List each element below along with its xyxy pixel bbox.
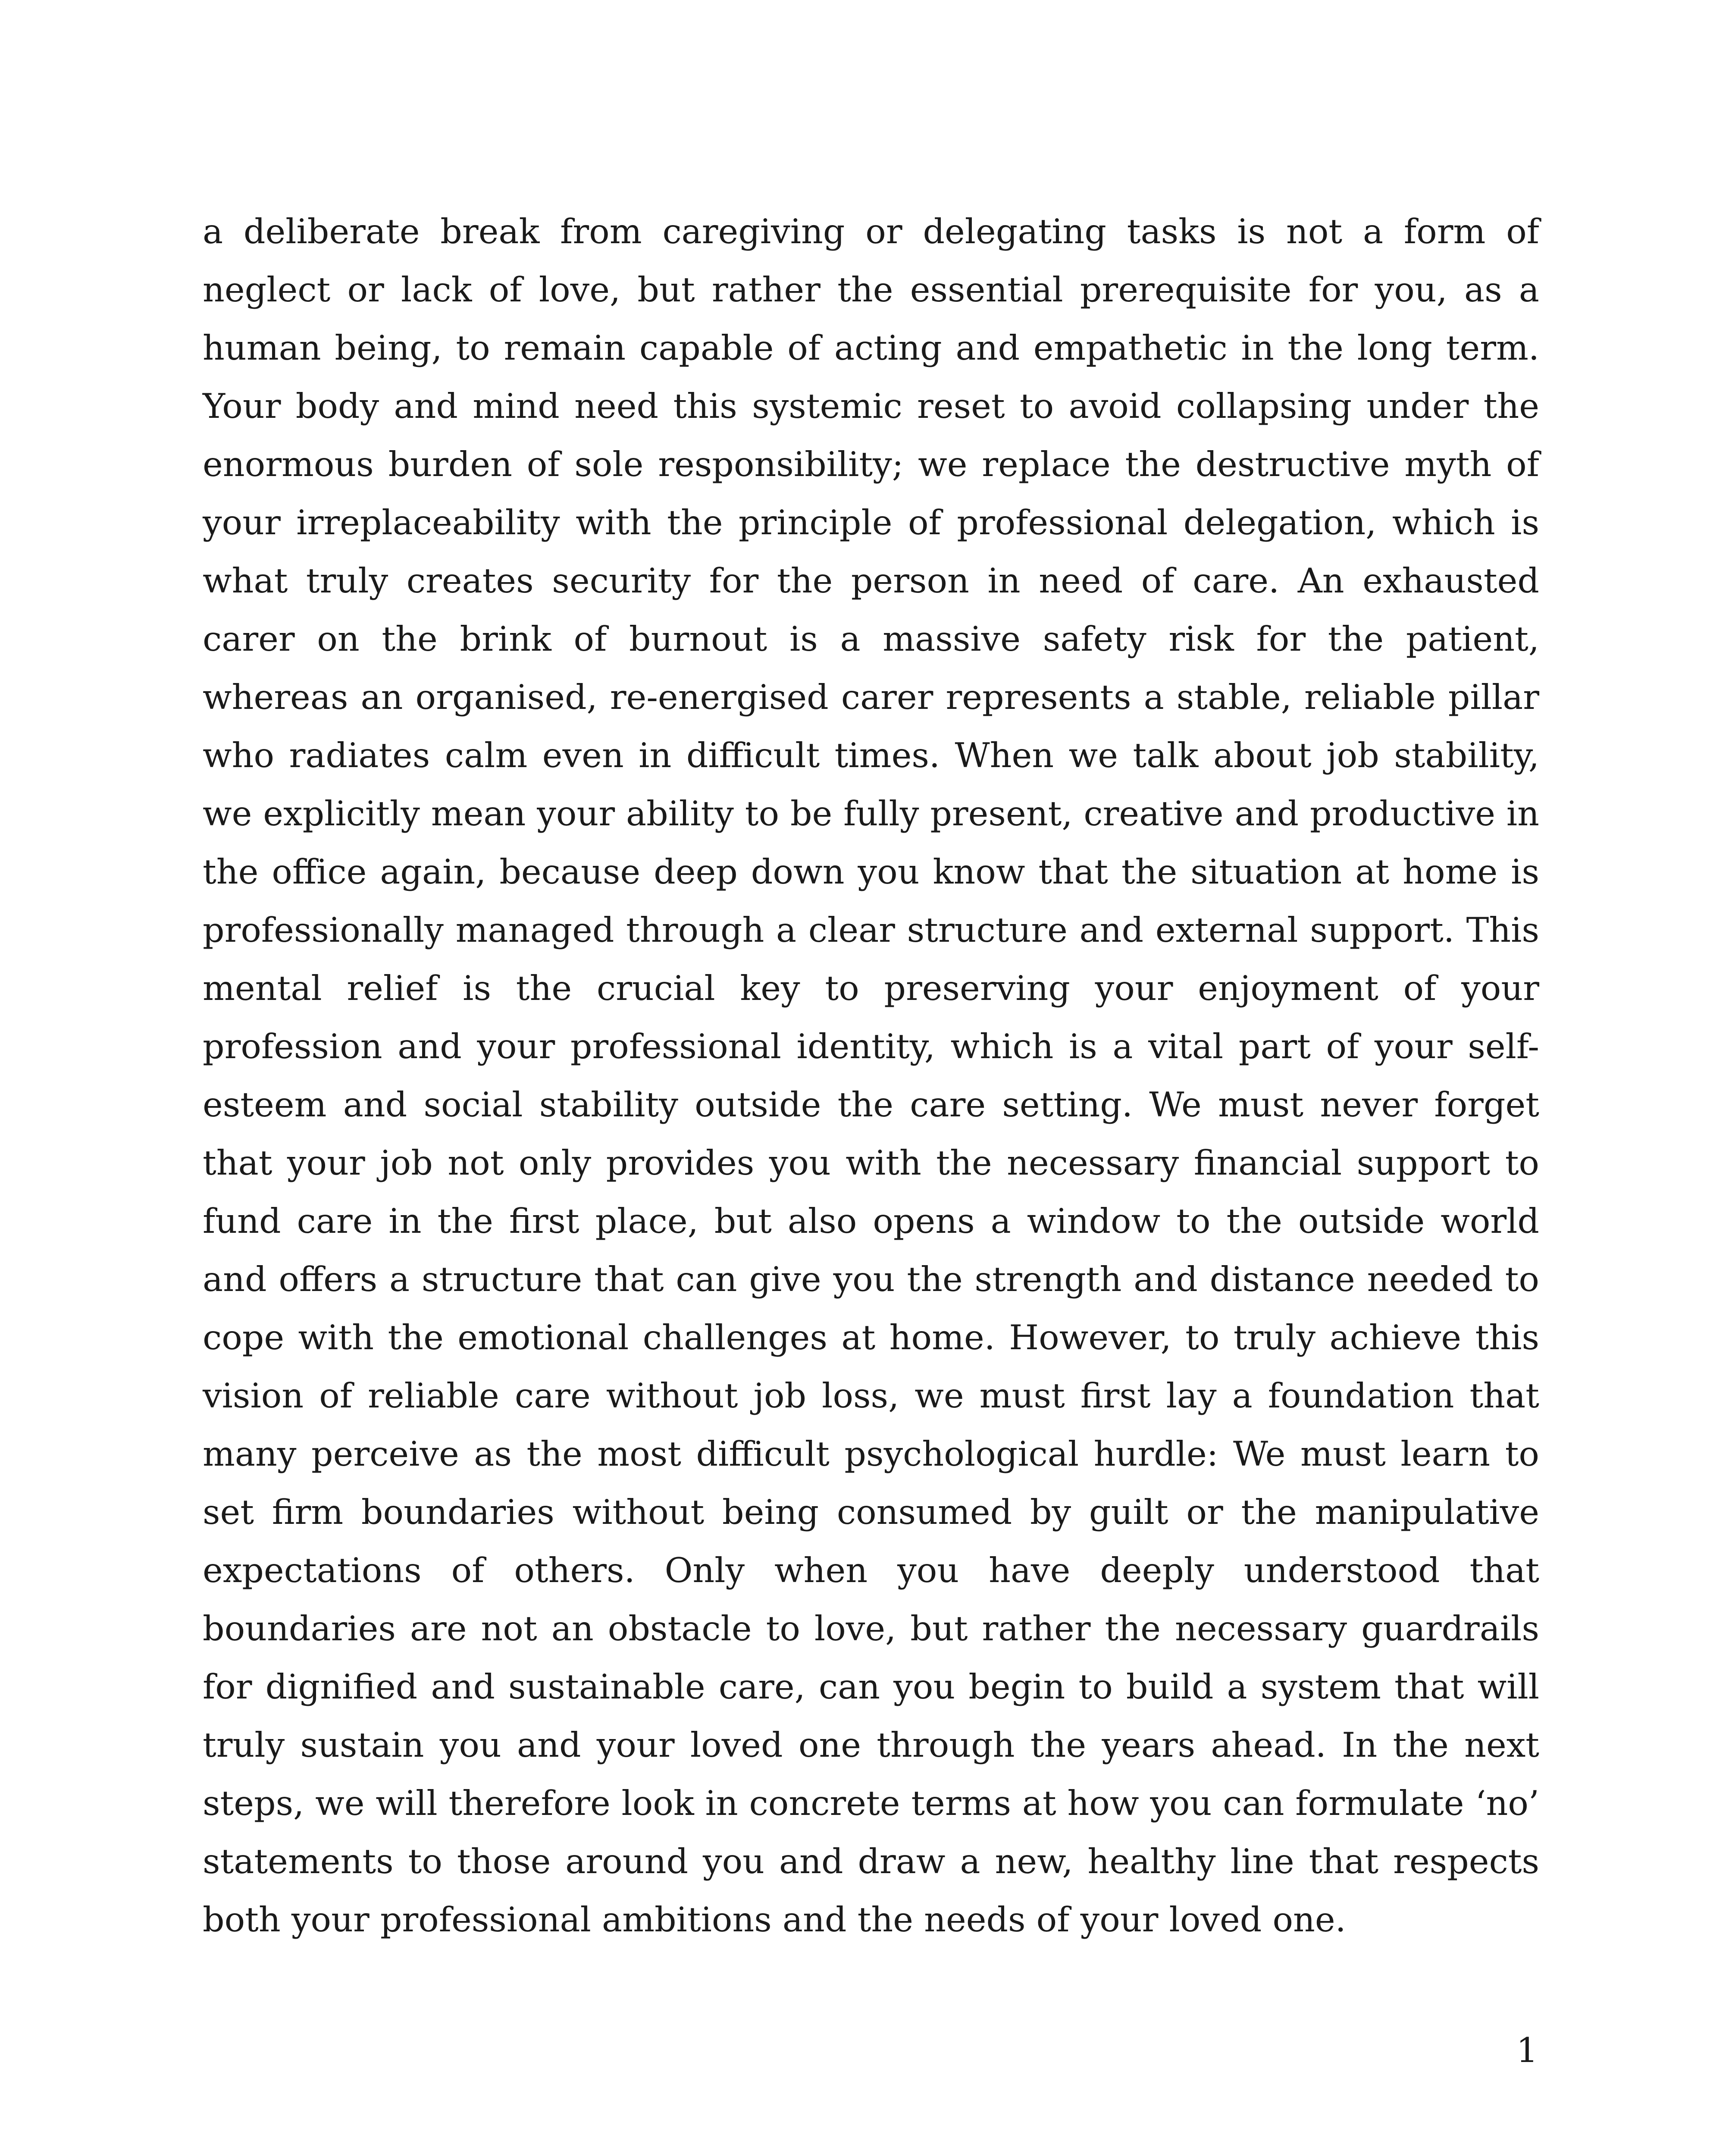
page-number: 1 bbox=[1516, 2031, 1538, 2070]
body-paragraph: a deliberate break from caregiving or delegating tasks is not a form of neglect or lack of love, but rather the essential prerequisite for you, as a human being, to remain capable of acting and empathetic in the long term. Your body and mind need this systemic reset to avoid collapsing under the enormous burden of sole responsibility; we replace the destructive myth of your irreplaceability with the principle of professional delegation, which is what truly creates security for the person in need of care. An exhausted carer on the brink of burnout is a massive safety risk for the patient, whereas an organised, re-energised carer represents a stable, reliable pillar who radiates calm even in difficult times. When we talk about job stability, we explicitly mean your ability to be fully present, creative and productive in the office again, because deep down you know that the situation at home is professionally managed through a clear structure and external support. This mental relief is the crucial key to preserving your enjoyment of your profession and your professional identity, which is a vital part of your self-esteem and social stability outside the care setting. We must never forget that your job not only provides you with the necessary financial support to fund care in the first place, but also opens a window to the outside world and offers a structure that can give you the strength and distance needed to cope with the emotional challenges at home. However, to truly achieve this vision of reliable care without job loss, we must first lay a foundation that many perceive as the most difficult psychological hurdle: We must learn to set firm boundaries without being consumed by guilt or the manipulative expectations of others. Only when you have deeply understood that boundaries are not an obstacle to love, but rather the necessary guardrails for dignified and sustainable care, can you begin to build a system that will truly sustain you and your loved one through the years ahead. In the next steps, we will therefore look in concrete terms at how you can formulate ‘no’ statements to those around you and draw a new, healthy line that respects both your professional ambitions and the needs of your loved one. bbox=[203, 212, 1539, 1940]
